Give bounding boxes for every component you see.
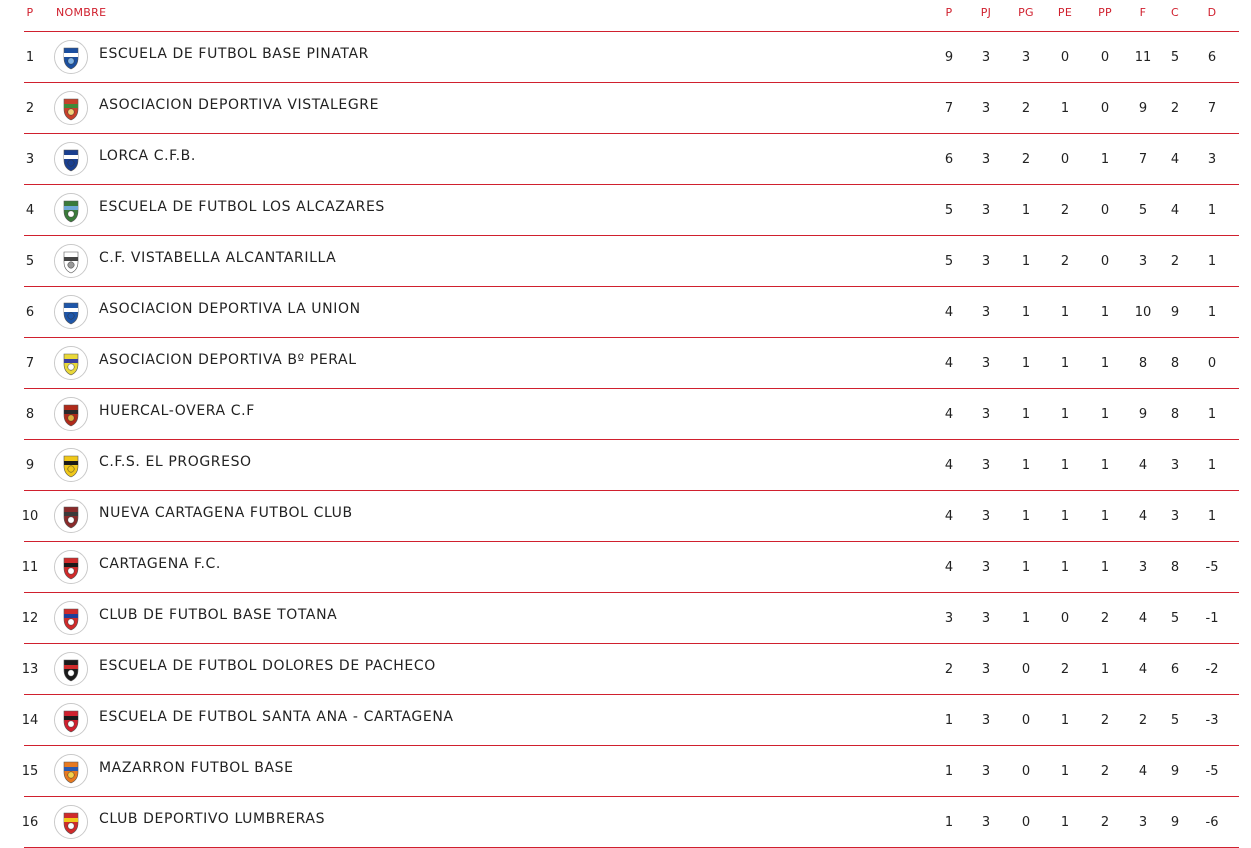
- stat-points: 1: [944, 713, 954, 728]
- team-name[interactable]: CLUB DEPORTIVO LUMBRERAS: [99, 811, 326, 827]
- stat-drawn: 1: [1060, 509, 1070, 524]
- stat-goals-for: 4: [1138, 458, 1148, 473]
- stat-points: 6: [944, 152, 954, 167]
- stat-won: 1: [1021, 305, 1031, 320]
- stat-goal-difference: 1: [1207, 509, 1217, 524]
- stat-drawn: 1: [1060, 713, 1070, 728]
- stat-goals-against: 4: [1170, 203, 1180, 218]
- stat-won: 1: [1021, 356, 1031, 371]
- stat-goals-for: 3: [1138, 254, 1148, 269]
- stat-goals-for: 11: [1134, 50, 1152, 65]
- peral-crest-icon[interactable]: [54, 346, 88, 380]
- stat-won: 2: [1021, 101, 1031, 116]
- stat-drawn: 0: [1060, 50, 1070, 65]
- stat-lost: 1: [1100, 509, 1110, 524]
- stat-lost: 0: [1100, 101, 1110, 116]
- stat-goal-difference: 1: [1207, 203, 1217, 218]
- stat-lost: 2: [1100, 764, 1110, 779]
- stat-goals-for: 4: [1138, 764, 1148, 779]
- row-position: 5: [25, 254, 35, 269]
- row-position: 3: [25, 152, 35, 167]
- team-name[interactable]: MAZARRON FUTBOL BASE: [99, 760, 294, 776]
- stat-lost: 2: [1100, 611, 1110, 626]
- team-name[interactable]: ESCUELA DE FUTBOL BASE PINATAR: [99, 46, 369, 62]
- stat-goals-against: 9: [1170, 764, 1180, 779]
- stat-lost: 0: [1100, 50, 1110, 65]
- stat-goal-difference: -2: [1205, 662, 1219, 677]
- header-goals-against: C: [1171, 6, 1179, 19]
- lorca-crest-icon[interactable]: [54, 142, 88, 176]
- team-name[interactable]: C.F. VISTABELLA ALCANTARILLA: [99, 250, 337, 266]
- stat-points: 1: [944, 764, 954, 779]
- stat-won: 2: [1021, 152, 1031, 167]
- cartagena-crest-icon[interactable]: [54, 550, 88, 584]
- header-won: PG: [1018, 6, 1034, 19]
- stat-points: 9: [944, 50, 954, 65]
- stat-drawn: 2: [1060, 254, 1070, 269]
- stat-drawn: 1: [1060, 815, 1070, 830]
- stat-won: 1: [1021, 407, 1031, 422]
- stat-goals-for: 9: [1138, 407, 1148, 422]
- team-name[interactable]: ASOCIACION DEPORTIVA LA UNION: [99, 301, 361, 317]
- stat-goals-for: 4: [1138, 509, 1148, 524]
- table-row[interactable]: [24, 185, 1239, 236]
- stat-goal-difference: -6: [1205, 815, 1219, 830]
- stat-points: 5: [944, 203, 954, 218]
- stat-points: 3: [944, 611, 954, 626]
- stat-drawn: 1: [1060, 458, 1070, 473]
- stat-won: 1: [1021, 509, 1031, 524]
- stat-goals-against: 9: [1170, 305, 1180, 320]
- vistabella-crest-icon[interactable]: [54, 244, 88, 278]
- stat-played: 3: [981, 407, 991, 422]
- team-name[interactable]: NUEVA CARTAGENA FUTBOL CLUB: [99, 505, 353, 521]
- table-row[interactable]: [21, 491, 1239, 542]
- stat-won: 0: [1021, 764, 1031, 779]
- stat-goals-against: 3: [1170, 458, 1180, 473]
- stat-lost: 2: [1100, 713, 1110, 728]
- header-goal-difference: D: [1207, 6, 1217, 19]
- stat-points: 7: [944, 101, 954, 116]
- stat-points: 5: [944, 254, 954, 269]
- stat-goals-for: 8: [1138, 356, 1148, 371]
- stat-played: 3: [981, 560, 991, 575]
- stat-points: 2: [944, 662, 954, 677]
- stat-goal-difference: 1: [1207, 305, 1217, 320]
- stat-goal-difference: -5: [1205, 764, 1219, 779]
- row-position: 14: [21, 713, 39, 728]
- table-body: [0, 32, 1251, 848]
- stat-played: 3: [981, 662, 991, 677]
- stat-drawn: 1: [1060, 407, 1070, 422]
- table-row[interactable]: [24, 389, 1239, 440]
- team-name[interactable]: ESCUELA DE FUTBOL LOS ALCAZARES: [99, 199, 385, 215]
- stat-drawn: 2: [1060, 203, 1070, 218]
- stat-played: 3: [981, 203, 991, 218]
- stat-played: 3: [981, 764, 991, 779]
- stat-points: 4: [944, 305, 954, 320]
- lumbreras-crest-icon[interactable]: [54, 805, 88, 839]
- row-position: 8: [25, 407, 35, 422]
- table-row[interactable]: [24, 287, 1239, 338]
- team-name[interactable]: CLUB DE FUTBOL BASE TOTANA: [99, 607, 338, 623]
- stat-played: 3: [981, 101, 991, 116]
- stat-won: 0: [1021, 713, 1031, 728]
- stat-lost: 1: [1100, 407, 1110, 422]
- stat-drawn: 1: [1060, 764, 1070, 779]
- row-position: 9: [25, 458, 35, 473]
- stat-points: 4: [944, 560, 954, 575]
- stat-goals-for: 2: [1138, 713, 1148, 728]
- table-row[interactable]: [24, 32, 1239, 83]
- la-union-crest-icon[interactable]: [54, 295, 88, 329]
- stat-goal-difference: -1: [1205, 611, 1219, 626]
- stat-drawn: 0: [1060, 152, 1070, 167]
- row-position: 12: [21, 611, 39, 626]
- stat-goals-for: 3: [1138, 815, 1148, 830]
- stat-lost: 1: [1100, 560, 1110, 575]
- stat-goals-for: 7: [1138, 152, 1148, 167]
- table-row[interactable]: [21, 746, 1239, 797]
- stat-lost: 0: [1100, 254, 1110, 269]
- stat-won: 0: [1021, 662, 1031, 677]
- alcazares-crest-icon[interactable]: [54, 193, 88, 227]
- table-row[interactable]: [21, 542, 1239, 593]
- header-played: PJ: [980, 6, 992, 19]
- stat-goal-difference: 7: [1207, 101, 1217, 116]
- stat-goals-against: 4: [1170, 152, 1180, 167]
- table-row[interactable]: [24, 134, 1239, 185]
- stat-goals-against: 5: [1170, 50, 1180, 65]
- table-header: [24, 0, 1239, 32]
- stat-points: 4: [944, 458, 954, 473]
- row-position: 15: [21, 764, 39, 779]
- stat-goals-for: 4: [1138, 662, 1148, 677]
- dolores-crest-icon[interactable]: [54, 652, 88, 686]
- stat-played: 3: [981, 152, 991, 167]
- header-name: NOMBRE: [56, 6, 107, 19]
- table-row[interactable]: [24, 236, 1239, 287]
- stat-goals-against: 5: [1170, 713, 1180, 728]
- table-row[interactable]: [21, 593, 1239, 644]
- table-row[interactable]: [24, 83, 1239, 134]
- row-position: 4: [25, 203, 35, 218]
- pinatar-crest-icon[interactable]: [54, 40, 88, 74]
- stat-goal-difference: 6: [1207, 50, 1217, 65]
- stat-won: 1: [1021, 203, 1031, 218]
- row-position: 1: [25, 50, 35, 65]
- stat-goal-difference: -3: [1205, 713, 1219, 728]
- stat-drawn: 1: [1060, 305, 1070, 320]
- stat-lost: 2: [1100, 815, 1110, 830]
- row-position: 11: [21, 560, 39, 575]
- stat-goals-for: 4: [1138, 611, 1148, 626]
- header-position: P: [26, 6, 34, 19]
- stat-goals-against: 8: [1170, 407, 1180, 422]
- stat-goals-against: 8: [1170, 560, 1180, 575]
- header-lost: PP: [1098, 6, 1112, 19]
- header-points: P: [945, 6, 953, 19]
- totana-crest-icon[interactable]: [54, 601, 88, 635]
- row-position: 16: [21, 815, 39, 830]
- stat-won: 3: [1021, 50, 1031, 65]
- stat-goals-for: 5: [1138, 203, 1148, 218]
- stat-goals-for: 10: [1134, 305, 1152, 320]
- stat-lost: 0: [1100, 203, 1110, 218]
- stat-goals-against: 3: [1170, 509, 1180, 524]
- stat-goal-difference: 0: [1207, 356, 1217, 371]
- row-position: 6: [25, 305, 35, 320]
- stat-lost: 1: [1100, 356, 1110, 371]
- santa-ana-crest-icon[interactable]: [54, 703, 88, 737]
- mazarron-crest-icon[interactable]: [54, 754, 88, 788]
- progreso-crest-icon[interactable]: [54, 448, 88, 482]
- stat-goal-difference: 1: [1207, 458, 1217, 473]
- stat-goals-against: 8: [1170, 356, 1180, 371]
- stat-lost: 1: [1100, 458, 1110, 473]
- stat-played: 3: [981, 50, 991, 65]
- stat-goals-against: 2: [1170, 101, 1180, 116]
- row-position: 7: [25, 356, 35, 371]
- table-row[interactable]: [21, 695, 1239, 746]
- stat-goals-for: 3: [1138, 560, 1148, 575]
- stat-lost: 1: [1100, 305, 1110, 320]
- stat-drawn: 2: [1060, 662, 1070, 677]
- stat-goals-against: 6: [1170, 662, 1180, 677]
- stat-drawn: 0: [1060, 611, 1070, 626]
- row-position: 2: [25, 101, 35, 116]
- stat-played: 3: [981, 254, 991, 269]
- header-goals-for: F: [1139, 6, 1147, 19]
- row-position: 13: [21, 662, 39, 677]
- stat-played: 3: [981, 713, 991, 728]
- stat-played: 3: [981, 458, 991, 473]
- stat-lost: 1: [1100, 152, 1110, 167]
- stat-played: 3: [981, 305, 991, 320]
- stat-points: 1: [944, 815, 954, 830]
- stat-won: 1: [1021, 560, 1031, 575]
- team-name[interactable]: ASOCIACION DEPORTIVA VISTALEGRE: [99, 97, 380, 113]
- huercal-crest-icon[interactable]: [54, 397, 88, 431]
- table-row[interactable]: [24, 440, 1239, 491]
- stat-won: 1: [1021, 254, 1031, 269]
- row-position: 10: [21, 509, 39, 524]
- stat-goal-difference: -5: [1205, 560, 1219, 575]
- stat-points: 4: [944, 509, 954, 524]
- stat-drawn: 1: [1060, 560, 1070, 575]
- stat-goals-against: 5: [1170, 611, 1180, 626]
- stat-points: 4: [944, 356, 954, 371]
- stat-goal-difference: 1: [1207, 407, 1217, 422]
- stat-played: 3: [981, 509, 991, 524]
- stat-goal-difference: 3: [1207, 152, 1217, 167]
- team-name[interactable]: ESCUELA DE FUTBOL SANTA ANA - CARTAGENA: [99, 709, 454, 725]
- stat-won: 1: [1021, 611, 1031, 626]
- stat-goals-against: 2: [1170, 254, 1180, 269]
- nueva-cartagena-crest-icon[interactable]: [54, 499, 88, 533]
- team-name[interactable]: HUERCAL-OVERA C.F: [99, 403, 255, 419]
- team-name[interactable]: CARTAGENA F.C.: [99, 556, 221, 572]
- team-name[interactable]: C.F.S. EL PROGRESO: [99, 454, 252, 470]
- stat-goals-against: 9: [1170, 815, 1180, 830]
- stat-won: 1: [1021, 458, 1031, 473]
- table-row[interactable]: [24, 338, 1239, 389]
- stat-goals-for: 9: [1138, 101, 1148, 116]
- stat-goal-difference: 1: [1207, 254, 1217, 269]
- stat-played: 3: [981, 356, 991, 371]
- table-row[interactable]: [21, 644, 1239, 695]
- table-row[interactable]: [21, 797, 1239, 848]
- team-name[interactable]: ASOCIACION DEPORTIVA Bº PERAL: [99, 352, 357, 368]
- stat-drawn: 1: [1060, 101, 1070, 116]
- stat-points: 4: [944, 407, 954, 422]
- team-name[interactable]: ESCUELA DE FUTBOL DOLORES DE PACHECO: [99, 658, 436, 674]
- team-name[interactable]: LORCA C.F.B.: [99, 148, 196, 164]
- stat-won: 0: [1021, 815, 1031, 830]
- stat-drawn: 1: [1060, 356, 1070, 371]
- vistalegre-crest-icon[interactable]: [54, 91, 88, 125]
- stat-played: 3: [981, 611, 991, 626]
- stat-played: 3: [981, 815, 991, 830]
- header-drawn: PE: [1057, 6, 1073, 19]
- stat-lost: 1: [1100, 662, 1110, 677]
